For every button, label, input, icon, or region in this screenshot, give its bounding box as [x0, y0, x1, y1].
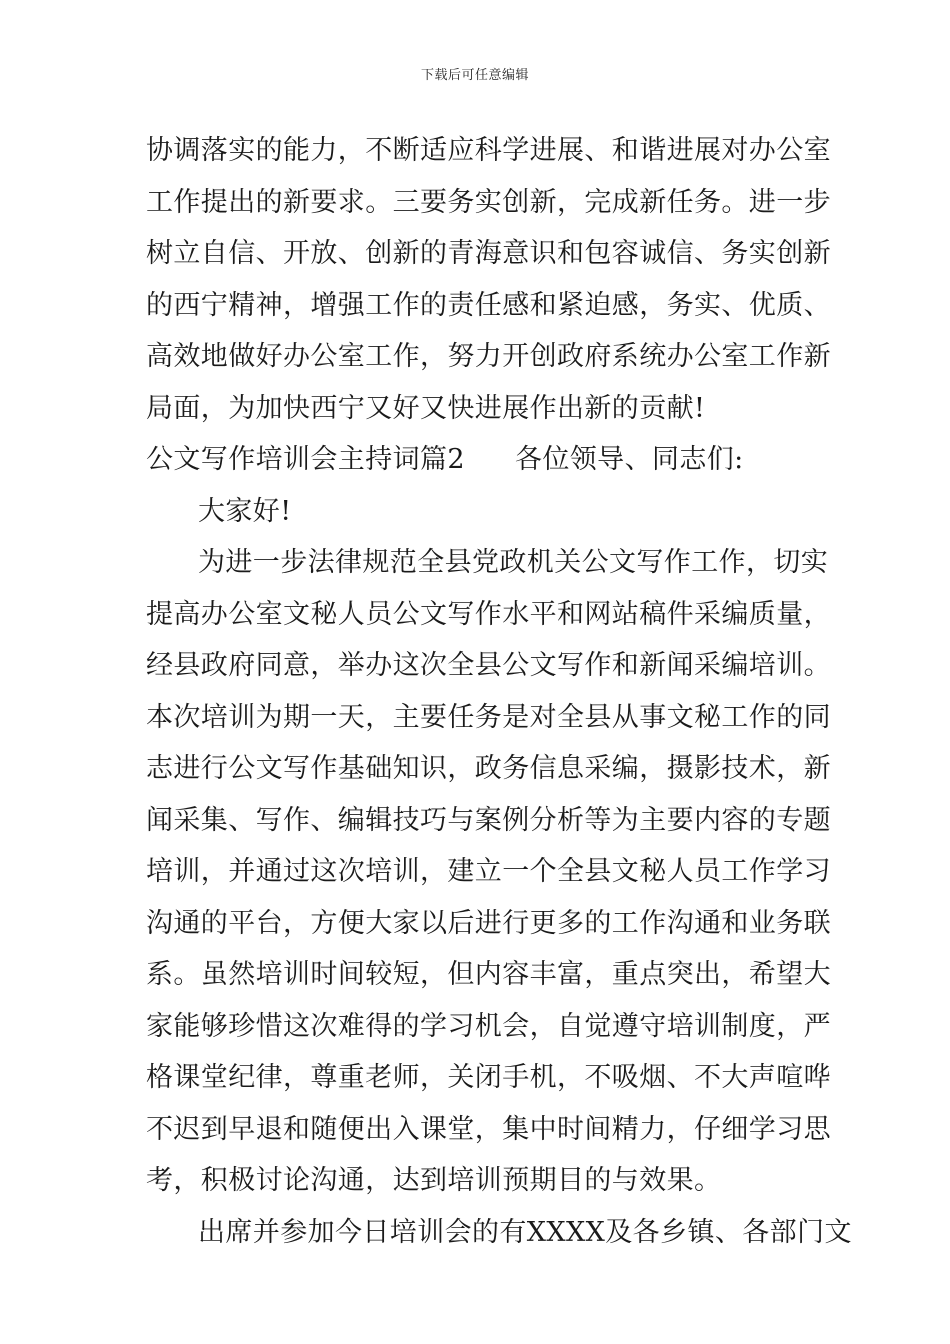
paragraph-line: 为进一步法律规范全县党政机关公文写作工作，切实 — [198, 547, 829, 578]
paragraph-line: 考，积极讨论沟通，达到培训预期目的与效果。 — [146, 1165, 722, 1196]
greeting: 大家好! — [198, 495, 292, 527]
document-body — [146, 125, 852, 1258]
paragraph-line: 本次培训为期一天，主要任务是对全县从事文秘工作的同 — [146, 701, 831, 733]
paragraph-line: 提高办公室文秘人员公文写作水平和网站稿件采编质量， — [146, 598, 831, 630]
text-line: 工作提出的新要求。三要务实创新，完成新任务。进一步 — [146, 186, 831, 218]
text-line: 局面，为加快西宁又好又快进展作出新的贡献! — [146, 392, 706, 424]
paragraph-line: 不迟到早退和随便出入课堂，集中时间精力，仔细学习思 — [146, 1113, 831, 1145]
paragraph-line: 志进行公文写作基础知识，政务信息采编，摄影技术，新 — [146, 753, 831, 784]
page-header-note: 下载后可任意编辑 — [420, 68, 529, 83]
paragraph-line: 系。虽然培训时间较短，但内容丰富，重点突出，希望大 — [146, 959, 831, 990]
salutation: 各位领导、同志们: — [514, 444, 744, 475]
paragraph-line: 出席并参加今日培训会的有XXXX及各乡镇、各部门文 — [198, 1216, 852, 1248]
paragraph-line: 培训，并通过这次培训，建立一个全县文秘人员工作学习 — [146, 856, 831, 887]
text-line: 的西宁精神，增强工作的责任感和紧迫感，务实、优质、 — [146, 289, 831, 321]
paragraph-line: 闻采集、写作、编辑技巧与案例分析等为主要内容的专题 — [146, 804, 831, 836]
paragraph-line: 沟通的平台，方便大家以后进行更多的工作沟通和业务联 — [146, 907, 831, 939]
section-title: 公文写作培训会主持词篇2 — [146, 444, 465, 475]
paragraph-line: 格课堂纪律，尊重老师，关闭手机，不吸烟、不大声喧哗 — [146, 1062, 831, 1093]
text-line: 协调落实的能力，不断适应科学进展、和谐进展对办公室 — [146, 135, 831, 166]
text-line: 高效地做好办公室工作，努力开创政府系统办公室工作新 — [146, 341, 831, 372]
paragraph-line: 经县政府同意，举办这次全县公文写作和新闻采编培训。 — [146, 650, 831, 681]
text-line: 树立自信、开放、创新的青海意识和包容诚信、务实创新 — [146, 238, 831, 269]
paragraph-line: 家能够珍惜这次难得的学习机会，自觉遵守培训制度，严 — [146, 1010, 831, 1042]
section-title-line — [146, 434, 808, 486]
